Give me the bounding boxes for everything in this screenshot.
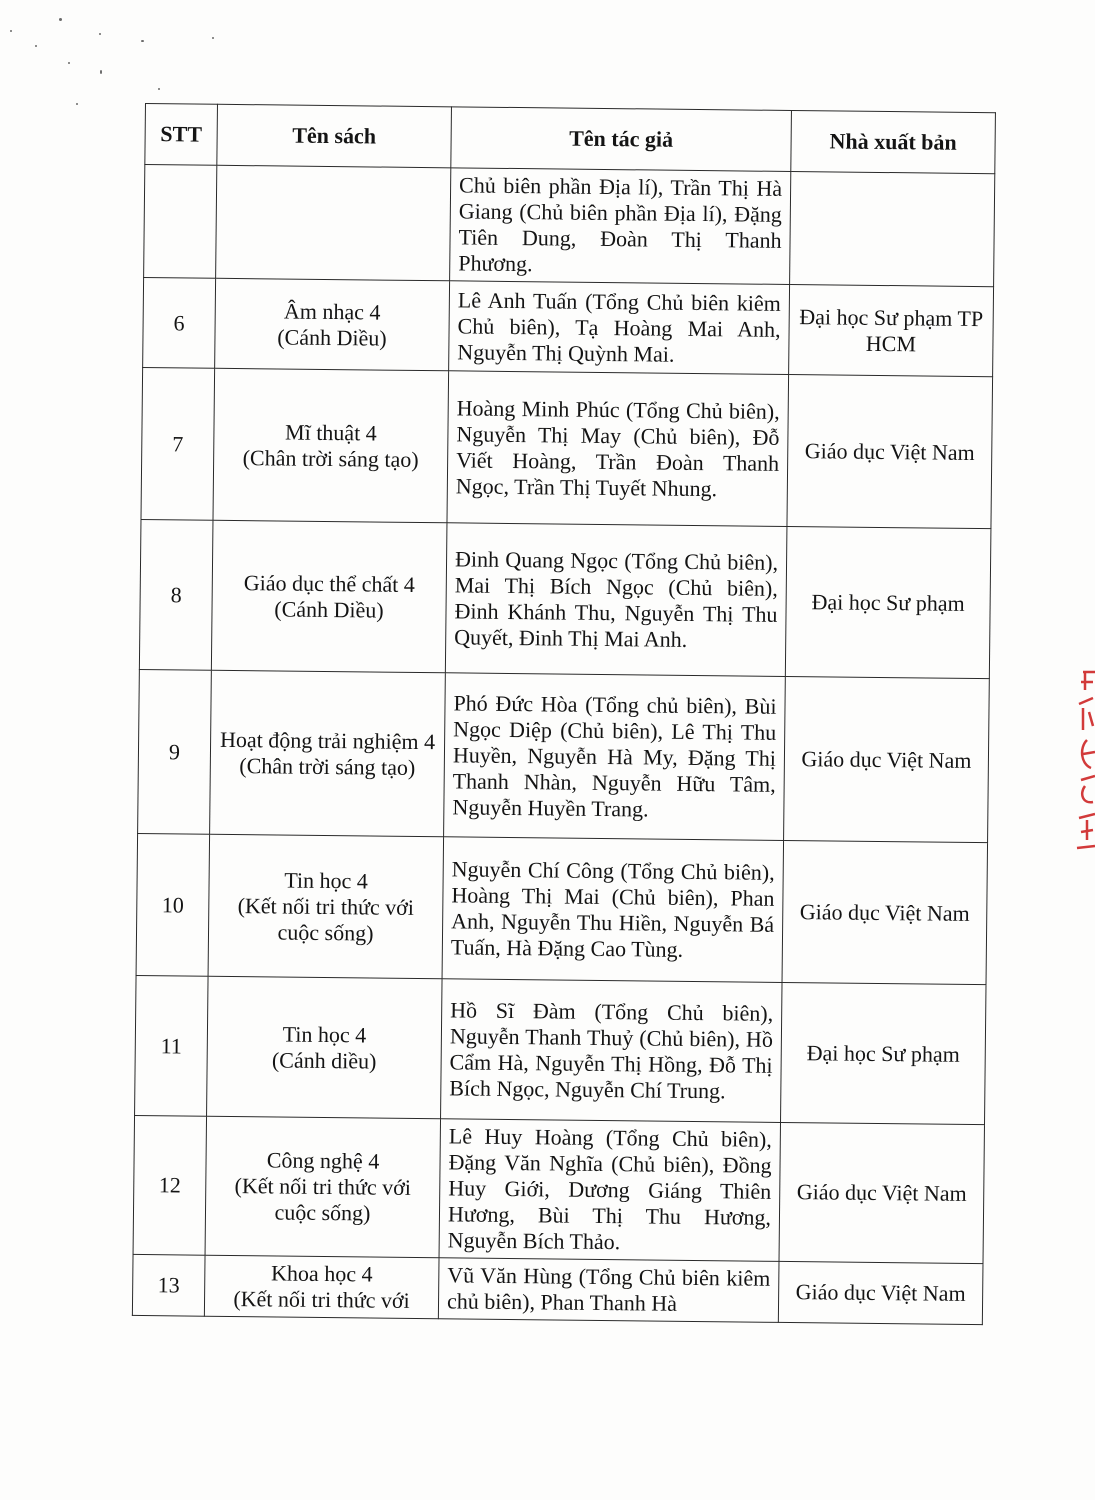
row-title — [216, 165, 451, 281]
row-title — [211, 520, 447, 673]
row-publisher: Đại học Sư phạm — [785, 526, 991, 678]
row-title-line: Tin học 4 — [282, 1021, 367, 1047]
row-title-line: (Kết nối tri thức với cuộc sống) — [234, 1173, 412, 1226]
scan-speck — [100, 70, 102, 74]
table-row — [132, 1254, 983, 1324]
row-title-line: Tin học 4 — [284, 867, 369, 893]
row-stt: 12 — [133, 1115, 206, 1255]
row-title — [204, 1255, 439, 1319]
scan-speck — [76, 103, 78, 105]
scan-speck — [99, 33, 101, 35]
row-title-line: (Cánh Diều) — [274, 595, 384, 623]
row-title — [208, 834, 444, 979]
scan-speck — [68, 62, 70, 64]
row-title-line: Âm nhạc 4 — [283, 298, 381, 325]
row-title — [205, 1116, 440, 1258]
table-header-row — [145, 104, 996, 174]
textbook-table — [132, 103, 995, 1325]
header-authors: Tên tác giả — [451, 107, 792, 172]
row-title — [207, 976, 443, 1119]
row-authors: Hoàng Minh Phúc (Tổng Chủ biên), Nguyễn Thị May (Chủ biên), Đỗ Viết Hoàng, Trần Đoàn Thanh Ngọc, Trần Thị Tuyết Nhung. — [447, 371, 789, 527]
row-stt: 13 — [132, 1254, 205, 1316]
row-title-line: (Chân trời sáng tạo) — [242, 444, 419, 472]
row-publisher: Đại học Sư phạm TP HCM — [789, 284, 994, 376]
table-row — [133, 1115, 984, 1263]
row-title-line: (Kết nối tri thức với cuộc sống) — [237, 892, 415, 946]
row-title — [215, 278, 450, 371]
scan-speck — [10, 30, 12, 32]
row-stt: 11 — [135, 975, 209, 1116]
table-row — [144, 165, 995, 287]
row-title-line: (Cánh diều) — [271, 1046, 377, 1074]
row-authors: Vũ Văn Hùng (Tổng Chủ biên kiêm chủ biên), Phan Thanh Hà — [438, 1258, 779, 1323]
table-row — [143, 277, 994, 376]
red-seal-fragment — [1073, 668, 1095, 858]
scan-speck — [212, 37, 214, 39]
table-row — [136, 833, 987, 984]
row-title — [213, 368, 449, 523]
row-publisher: Giáo dục Việt Nam — [778, 1261, 983, 1324]
row-authors: Nguyễn Chí Công (Tổng Chủ biên), Hoàng Thị Mai (Chủ biên), Phan Anh, Nguyễn Thu Hiền, Nguyễn Bá Tuấn, Hà Đặng Cao Tùng. — [442, 837, 784, 983]
row-stt: 7 — [141, 367, 215, 520]
row-title-line: Công nghệ 4 — [266, 1147, 380, 1174]
table-row — [139, 519, 991, 678]
row-stt — [144, 165, 217, 279]
row-title-line: Khoa học 4 — [270, 1260, 373, 1287]
row-publisher: Giáo dục Việt Nam — [782, 840, 988, 984]
row-title-line: (Cánh Diều) — [277, 323, 387, 351]
row-stt: 6 — [143, 277, 216, 368]
row-authors: Đinh Quang Ngọc (Tổng Chủ biên), Mai Thị Bích Ngọc (Chủ biên), Đinh Khánh Thu, Nguyễn Thị Thu Quyết, Đinh Thị Mai Anh. — [445, 523, 787, 677]
row-authors: Chủ biên phần Địa lí), Trần Thị Hà Giang (Chủ biên phần Địa lí), Đặng Tiên Dung, Đoàn Thị Thanh Phương. — [450, 168, 791, 285]
book-list-table — [132, 103, 996, 1325]
row-authors: Phó Đức Hòa (Tổng chủ biên), Bùi Ngọc Diệp (Chủ biên), Lê Thị Thu Huyền, Nguyễn Hà My, Đặng Thị Thanh Nhàn, Nguyễn Hữu Tâm, Nguyễn Huyền Trang. — [444, 673, 786, 841]
row-title-line — [223, 222, 444, 224]
header-publisher: Nhà xuất bản — [791, 110, 996, 173]
row-title-line: Hoạt động trải nghiệm 4 — [219, 726, 436, 754]
row-publisher — [790, 171, 995, 286]
row-stt: 8 — [139, 519, 213, 670]
row-publisher: Giáo dục Việt Nam — [787, 374, 993, 528]
row-title — [210, 670, 446, 837]
table-row — [141, 367, 993, 528]
row-title-line: Mĩ thuật 4 — [284, 419, 377, 446]
scan-speck — [141, 40, 144, 42]
row-authors: Hồ Sĩ Đàm (Tổng Chủ biên), Nguyễn Thanh Thuỷ (Chủ biên), Hồ Cẩm Hà, Nguyễn Thị Hồng, Đỗ Thị Bích Ngọc, Nguyễn Chí Trung. — [441, 979, 782, 1123]
row-authors: Lê Anh Tuấn (Tổng Chủ biên kiêm Chủ biên), Tạ Hoàng Mai Anh, Nguyễn Thị Quỳnh Mai. — [449, 281, 790, 375]
row-title-line: Giáo dục thể chất 4 — [243, 569, 415, 597]
row-publisher: Giáo dục Việt Nam — [784, 676, 990, 842]
table-row — [135, 975, 986, 1124]
row-publisher: Giáo dục Việt Nam — [779, 1122, 984, 1263]
scan-speck — [59, 18, 62, 21]
row-title-line: (Kết nối tri thức với — [233, 1286, 410, 1313]
row-authors: Lê Huy Hoàng (Tổng Chủ biên), Đặng Văn Nghĩa (Chủ biên), Đồng Huy Giới, Dương Giáng Thiên Hương, Bùi Thị Thu Hương, Nguyễn Bích Thảo. — [439, 1119, 780, 1262]
scan-speck — [158, 88, 160, 90]
row-title-line: (Chân trời sáng tạo) — [239, 752, 416, 780]
row-publisher: Đại học Sư phạm — [781, 982, 987, 1124]
table-row — [138, 669, 990, 842]
header-stt: STT — [145, 104, 218, 166]
row-stt: 9 — [138, 669, 212, 834]
header-title: Tên sách — [217, 104, 452, 168]
row-title-line — [223, 222, 444, 224]
scan-speck — [35, 45, 37, 47]
row-stt: 10 — [136, 833, 210, 976]
